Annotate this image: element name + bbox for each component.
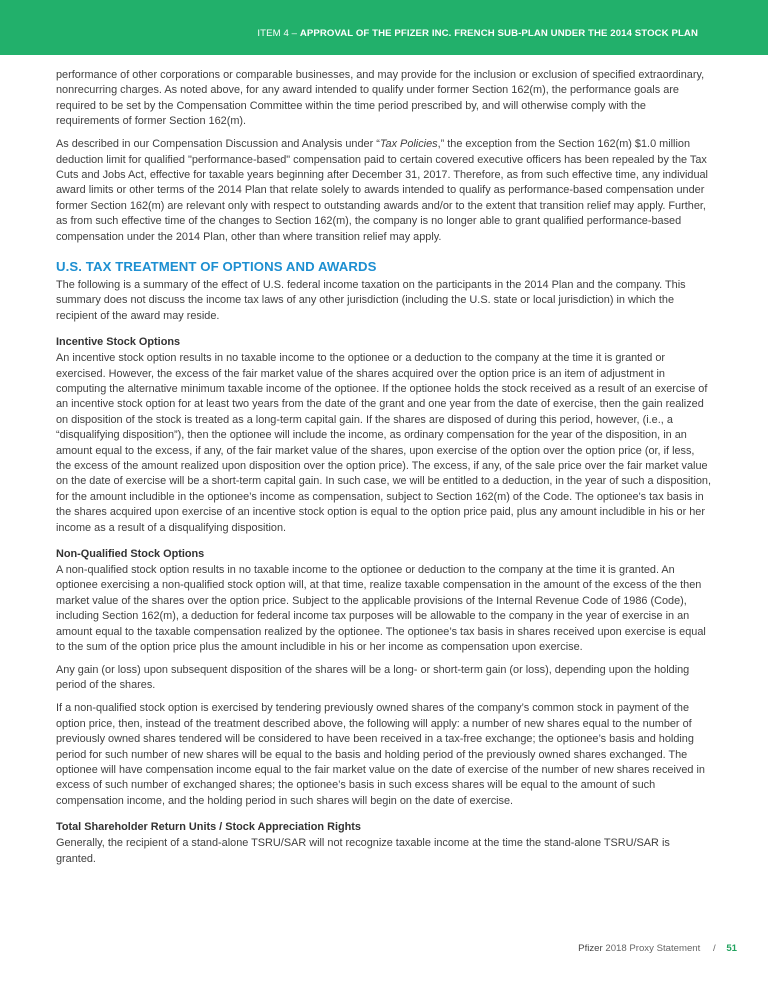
tax-policies-pre: As described in our Compensation Discussion and Analysis under “: [56, 138, 380, 151]
section-heading-us-tax-treatment: U.S. TAX TREATMENT OF OPTIONS AND AWARDS: [56, 258, 377, 274]
paragraph-section-intro: The following is a summary of the effect of U.S. federal income taxation on the participants in the 2014 Plan and the company. This summary does not discuss the income tax laws of any other jurisdiction (including the U.S. state or local jurisdiction) in which the recipient of the award may reside.: [56, 278, 686, 322]
section-header-band: [0, 0, 768, 55]
paragraph-tax-policies: [56, 137, 711, 245]
page-body: [56, 68, 711, 874]
page-number: 51: [726, 943, 737, 954]
page-footer: [578, 943, 737, 954]
paragraph-performance-goals: performance of other corporations or comparable businesses, and may provide for the inclusion or exclusion of specified extraordinary, nonrecurring charges. As noted above, for any award intended to qualify under former Section 162(m), the performance goals are required to be set by the Compensation Committee within the time period prescribed by, and will otherwise comply with the requirements of former Section 162(m).: [56, 69, 705, 128]
subheading-incentive-stock-options: Incentive Stock Options: [56, 336, 181, 349]
paragraph-incentive-stock-options: An incentive stock option results in no taxable income to the optionee or a deduction to the company at the time it is granted or exercised. However, the excess of the fair market value of the shares acquired over the option price is an item of adjustment in computing the alternative minimum taxable income of the optionee. If the optionee holds the stock received as a result of an exercise of an incentive stock option for at least two years from the date of the grant and one year from the date of exercise, then the gain realized on disposition of the stock is treated as a long-term capital gain. If the shares are disposed of during this period, however, (i.e., a “disqualifying disposition”), then the optionee will include the income, as ordinary compensation for the year of the disposition, in an amount equal to the excess, if any, of the fair market value of the shares, upon exercise of the option over the option price (or, if less, the excess of the amount realized upon disposition over the option price). The excess, if any, of the sale price over the fair market value on the date of exercise will be a short-term capital gain. In such case, we will be entitled to a deduction, in the year of such a disposition, for the amount includible in the optionee’s income as compensation, subject to Section 162(m) of the Code. The optionee's tax basis in the shares acquired upon exercise of an incentive stock option is equal to the option price paid, plus any amount includible in his or her income as a result of a disqualifying disposition.: [56, 352, 712, 534]
footer-publication: 2018 Proxy Statement: [605, 943, 701, 954]
paragraph-tsru-sar: Generally, the recipient of a stand-alone TSRU/SAR will not recognize taxable income at the time the stand-alone TSRU/SAR is granted.: [56, 837, 670, 865]
section-header-title: [257, 28, 698, 39]
tax-policies-post: ,” the exception from the Section 162(m) $1.0 million deduction limit for qualified "performance-based" compensation paid to certain covered executive officers has been repealed by the Tax Cuts and Jobs Act, effective for taxable years beginning after December 31, 2017. Therefore, as from such effective time, any individual award limits or other terms of the 2014 Plan that relate solely to awards intended to qualify as performance-based compensation under former Section 162(m) are relevant only with respect to outstanding awards and/or to the extent that transition relief may apply. Further, as from such effective time of the changes to Section 162(m), the company is no longer able to grant qualified performance-based compensation under the 2014 Plan, other than where transition relief may apply.: [56, 138, 708, 243]
item-prefix: ITEM 4 –: [257, 28, 300, 39]
tax-policies-italic: Tax Policies: [379, 138, 438, 151]
paragraph-nqso-1: A non-qualified stock option results in no taxable income to the optionee or deduction to the company at the time it is granted. An optionee exercising a non-qualified stock option will, at that time, realize taxable compensation in the amount of the excess of the then market value of the shares over the option price. Subject to the applicable provisions of the Internal Revenue Code of 1986 (Code), including Section 162(m), a deduction for federal income tax purposes will be allowable to the company in the year of exercise in an amount equal to the taxable compensation realized by the optionee. The optionee’s tax basis in shares received upon exercise is equal to the sum of the option price plus the amount includible in his or her income as compensation upon exercise.: [56, 564, 706, 654]
paragraph-nqso-2: Any gain (or loss) upon subsequent disposition of the shares will be a long- or short-term gain (or loss), depending upon the holding period of the shares.: [56, 664, 690, 692]
paragraph-nqso-3: If a non-qualified stock option is exercised by tendering previously owned shares of the company’s common stock in payment of the option price, then, instead of the treatment described above, the following will apply: a number of new shares equal to the number of previously owned shares tendered will be considered to have been received in a tax-free exchange; the optionee’s basis and holding period for such number of new shares will be equal to the basis and holding period of the previously owned shares exchanged. The optionee will have compensation income equal to the fair market value on the date of exercise of the number of new shares received in excess of such number of exchanged shares; the optionee’s basis in such excess shares will be equal to the amount of such compensation income, and the holding period in such shares will begin on the date of exercise.: [56, 702, 705, 807]
footer-separator: /: [712, 943, 716, 954]
subheading-tsru-sar: Total Shareholder Return Units / Stock Appreciation Rights: [56, 821, 361, 834]
item-title: APPROVAL OF THE PFIZER INC. FRENCH SUB-PLAN UNDER THE 2014 STOCK PLAN: [299, 28, 698, 39]
footer-brand: Pfizer: [578, 943, 603, 954]
subheading-non-qualified-stock-options: Non-Qualified Stock Options: [56, 548, 205, 561]
